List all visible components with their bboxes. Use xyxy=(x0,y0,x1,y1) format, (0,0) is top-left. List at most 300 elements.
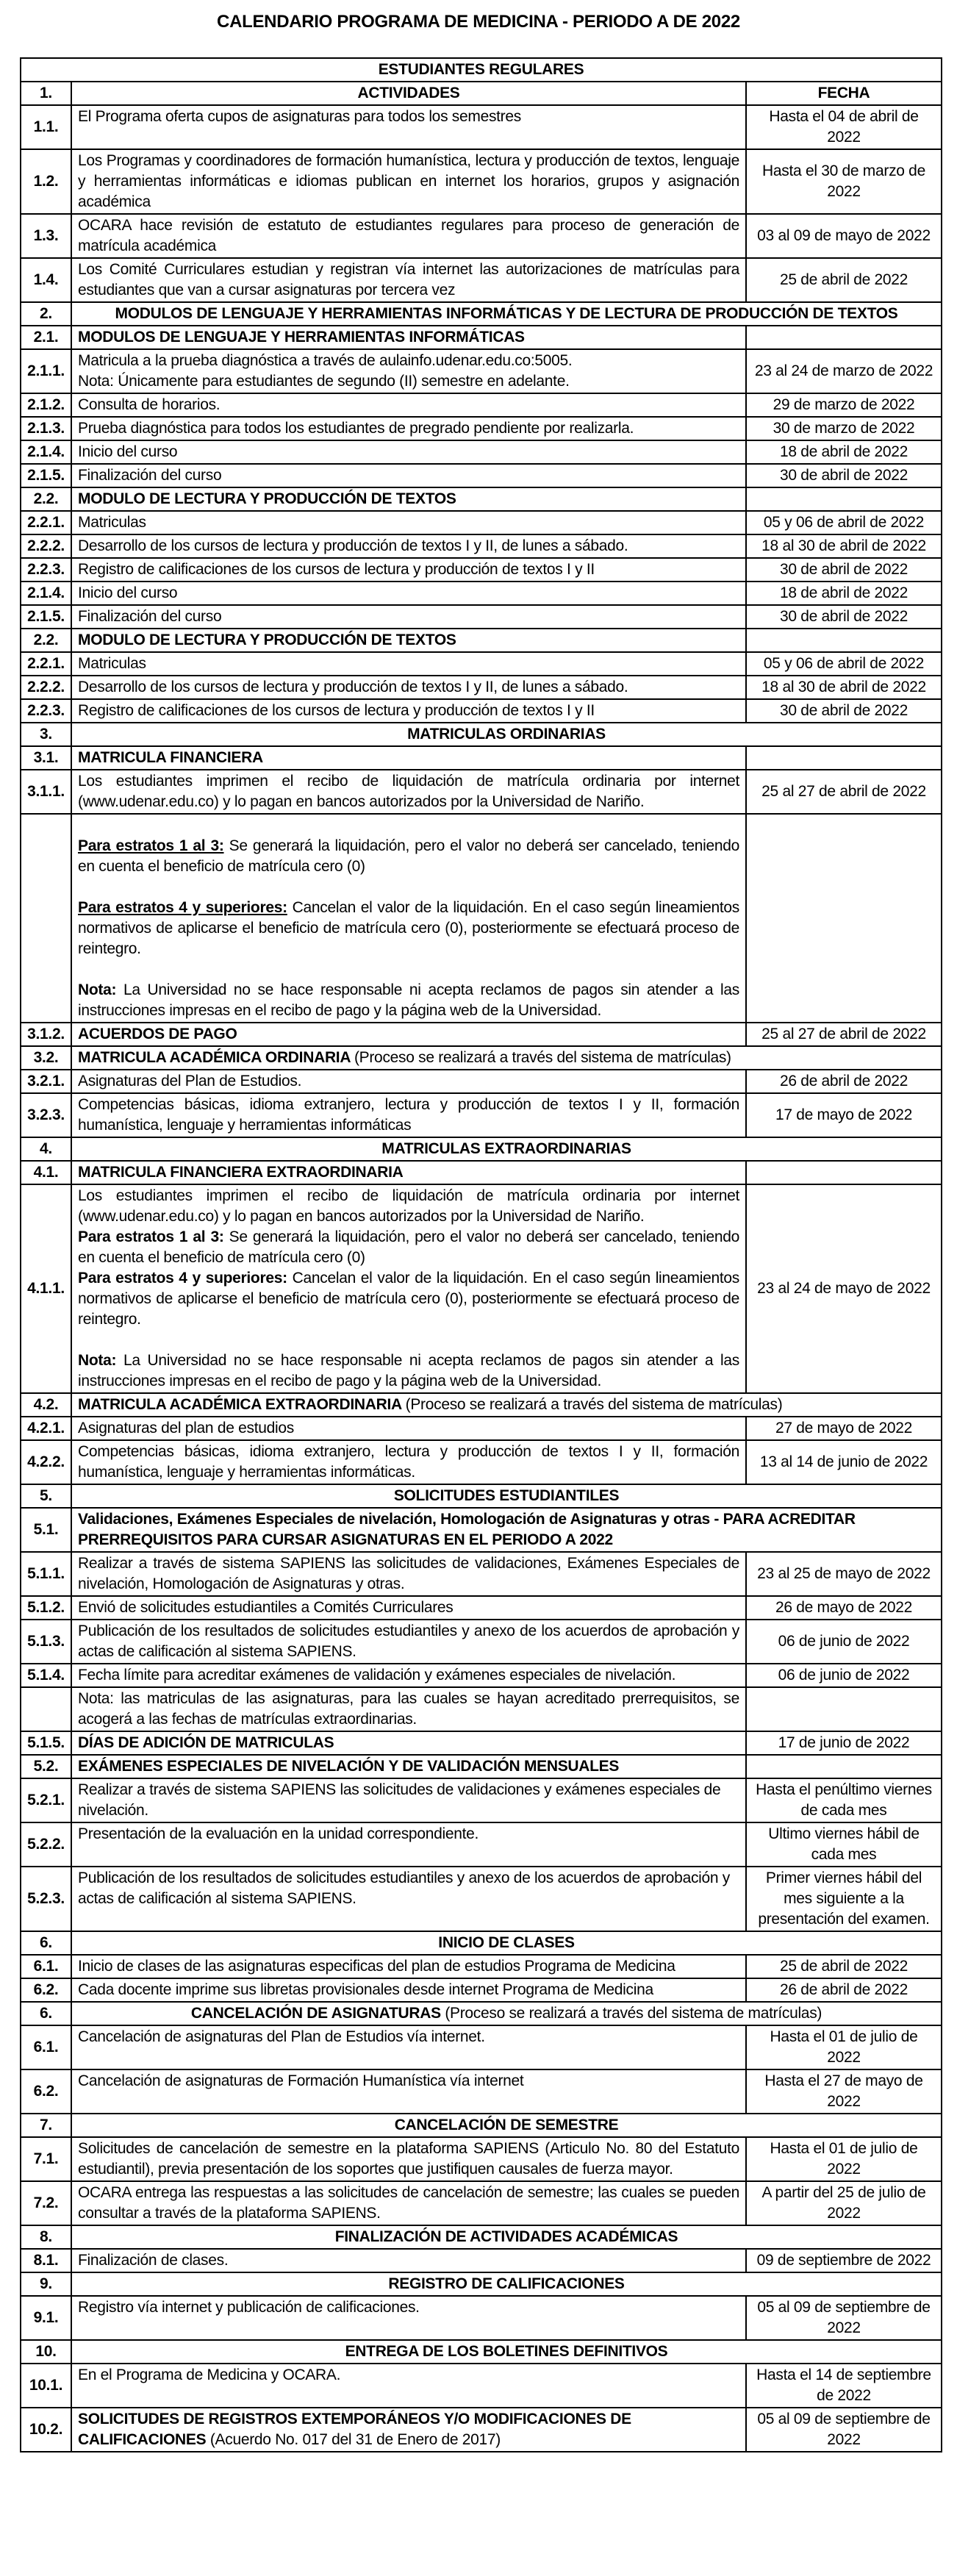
row-number-cell: 1.2. xyxy=(21,149,71,214)
date-cell: 23 al 24 de marzo de 2022 xyxy=(746,349,942,393)
date-cell xyxy=(746,814,942,1023)
row-number-cell: 4.2.2. xyxy=(21,1440,71,1484)
text-run: INICIO DE CLASES xyxy=(438,1934,575,1951)
date-cell: 30 de marzo de 2022 xyxy=(746,417,942,440)
subsection-title-cell xyxy=(71,746,746,770)
text-run: (Proceso se realizará a través del sistema de matrículas) xyxy=(445,2005,822,2022)
date-cell: 25 de abril de 2022 xyxy=(746,1955,942,1978)
text-run: La Universidad no se hace responsable ni acepta reclamos de pagos sin atender a las instrucciones impresas en el recibo de pago y la página web de la Universidad. xyxy=(78,981,739,1019)
paragraph xyxy=(78,1395,935,1415)
row-number-cell: 6.2. xyxy=(21,2069,71,2114)
date-cell: 17 de mayo de 2022 xyxy=(746,1093,942,1137)
date-cell: Hasta el 01 de julio de 2022 xyxy=(746,2025,942,2069)
row-number-cell: 2.2. xyxy=(21,629,71,652)
text-run: Para estratos 1 al 3: xyxy=(78,1228,224,1245)
activity-cell xyxy=(71,2249,746,2272)
date-cell: Hasta el penúltimo viernes de cada mes xyxy=(746,1778,942,1822)
row-number-cell: 3.1.2. xyxy=(21,1023,71,1046)
text-run: MATRICULA FINANCIERA xyxy=(78,749,263,766)
date-cell: 18 al 30 de abril de 2022 xyxy=(746,534,942,558)
activity-cell xyxy=(71,1070,746,1093)
table-row xyxy=(21,1184,942,1393)
row-number-cell: 1.4. xyxy=(21,258,71,302)
date-cell: 18 al 30 de abril de 2022 xyxy=(746,676,942,699)
text-run: Presentación de la evaluación en la unidad correspondiente. xyxy=(78,1825,479,1842)
paragraph xyxy=(78,371,739,392)
row-number-cell: 1.1. xyxy=(21,105,71,149)
section-title-cell xyxy=(71,302,942,326)
paragraph xyxy=(78,877,739,898)
section-title-cell xyxy=(71,2272,942,2296)
text-run: Nota: xyxy=(78,981,117,998)
text-run: La Universidad no se hace responsable ni acepta reclamos de pagos sin atender a las instrucciones impresas en el recibo de pago y la página web de la Universidad. xyxy=(78,1352,739,1389)
date-cell xyxy=(746,1687,942,1731)
row-number-cell: 3.2.3. xyxy=(21,1093,71,1137)
activity-cell xyxy=(71,464,746,487)
date-cell: Hasta el 04 de abril de 2022 xyxy=(746,105,942,149)
row-number-cell: 2.1.5. xyxy=(21,464,71,487)
paragraph xyxy=(78,1268,739,1330)
table-row xyxy=(21,582,942,605)
paragraph xyxy=(78,1330,739,1350)
section-row xyxy=(21,723,942,746)
row-number-cell: 7.1. xyxy=(21,2137,71,2181)
subsection-title-cell xyxy=(71,1393,942,1417)
row-number-cell: 8. xyxy=(21,2225,71,2249)
date-cell: 18 de abril de 2022 xyxy=(746,582,942,605)
section-title-cell xyxy=(71,1931,942,1955)
date-cell: 27 de mayo de 2022 xyxy=(746,1417,942,1440)
subsection-title-cell xyxy=(71,1161,746,1184)
text-run: (Proceso se realizará a través del sistema de matrículas) xyxy=(354,1049,731,1066)
date-cell: 09 de septiembre de 2022 xyxy=(746,2249,942,2272)
text-run: Los Comité Curriculares estudian y registran vía internet las autorizaciones de matrículas para estudiantes que van a cursar asignaturas por tercera vez xyxy=(78,261,739,298)
table-row xyxy=(21,770,942,814)
row-number-cell: 6.1. xyxy=(21,2025,71,2069)
activity-cell xyxy=(71,149,746,214)
paragraph xyxy=(78,1227,739,1268)
table-row xyxy=(21,1046,942,1070)
table-row xyxy=(21,814,942,1023)
row-number-cell: 4.2.1. xyxy=(21,1417,71,1440)
table-row xyxy=(21,2069,942,2114)
activity-cell xyxy=(71,652,746,676)
activity-cell xyxy=(71,1184,746,1393)
text-run: MODULOS DE LENGUAJE Y HERRAMIENTAS INFORMÁTICAS Y DE LECTURA DE PRODUCCIÓN DE TEXTOS xyxy=(115,305,898,322)
row-number-cell: 2.2.2. xyxy=(21,534,71,558)
text-run: MATRICULAS ORDINARIAS xyxy=(407,726,606,743)
date-cell: 06 de junio de 2022 xyxy=(746,1664,942,1687)
text-run: Cancelación de asignaturas del Plan de Estudios vía internet. xyxy=(78,2028,485,2045)
activity-cell xyxy=(71,2364,746,2408)
text-run: Finalización del curso xyxy=(78,467,222,484)
activity-cell xyxy=(71,770,746,814)
text-run: Cancelan el valor de la liquidación. En el caso según lineamientos normativos de aplicarse el beneficio de matrícula cero (0), posteriormente se efectuará proceso de reintegro. xyxy=(78,1270,739,1328)
activity-cell xyxy=(71,534,746,558)
date-cell: A partir del 25 de julio de 2022 xyxy=(746,2181,942,2225)
table-row xyxy=(21,440,942,464)
text-run: MATRICULA ACADÉMICA ORDINARIA xyxy=(78,1049,354,1066)
table-row xyxy=(21,2364,942,2408)
date-cell: 05 y 06 de abril de 2022 xyxy=(746,652,942,676)
row-number-cell: 5. xyxy=(21,1484,71,1508)
column-header-number-cell: 1. xyxy=(21,82,71,105)
table-row xyxy=(21,258,942,302)
text-run: Matriculas xyxy=(78,514,146,531)
activity-cell xyxy=(71,814,746,1023)
text-run: DÍAS DE ADICIÓN DE MATRICULAS xyxy=(78,1734,334,1751)
table-row xyxy=(21,105,942,149)
activity-cell xyxy=(71,349,746,393)
section-row xyxy=(21,1484,942,1508)
text-run: ACUERDOS DE PAGO xyxy=(78,1026,237,1042)
row-number-cell: 4. xyxy=(21,1137,71,1161)
table-row xyxy=(21,464,942,487)
row-number-cell: 5.1.3. xyxy=(21,1620,71,1664)
row-number-cell: 2.1.5. xyxy=(21,605,71,629)
activity-cell xyxy=(71,2137,746,2181)
row-number-cell: 5.2.2. xyxy=(21,1822,71,1867)
subsection-title-cell xyxy=(71,1508,942,1552)
activity-cell xyxy=(71,558,746,582)
table-row xyxy=(21,1070,942,1093)
text-run: Asignaturas del Plan de Estudios. xyxy=(78,1073,302,1090)
subsection-title-cell xyxy=(71,326,746,349)
table-row xyxy=(21,1978,942,2002)
text-run: Matriculas xyxy=(78,655,146,672)
section-title-cell xyxy=(71,2340,942,2364)
row-number-cell: 6.1. xyxy=(21,1955,71,1978)
table-row xyxy=(21,629,942,652)
subsection-title-cell xyxy=(71,629,746,652)
date-cell: 05 al 09 de septiembre de 2022 xyxy=(746,2408,942,2452)
activity-cell xyxy=(71,214,746,258)
row-number-cell: 2. xyxy=(21,302,71,326)
subsection-title-cell xyxy=(71,1046,942,1070)
table-row xyxy=(21,1440,942,1484)
text-run: Envió de solicitudes estudiantiles a Comités Curriculares xyxy=(78,1599,454,1616)
date-cell: 13 al 14 de junio de 2022 xyxy=(746,1440,942,1484)
text-run: Desarrollo de los cursos de lectura y producción de textos I y II, de lunes a sábado. xyxy=(78,537,628,554)
text-run: Cada docente imprime sus libretas provisionales desde internet Programa de Medicina xyxy=(78,1981,653,1998)
table-row xyxy=(21,699,942,723)
table-row xyxy=(21,2181,942,2225)
row-number-cell: 2.1. xyxy=(21,326,71,349)
row-number-cell: 2.2.2. xyxy=(21,676,71,699)
row-number-cell: 4.2. xyxy=(21,1393,71,1417)
activity-cell xyxy=(71,258,746,302)
table-row xyxy=(21,82,942,105)
activity-cell xyxy=(71,511,746,534)
table-row xyxy=(21,1822,942,1867)
text-run: Solicitudes de cancelación de semestre en la plataforma SAPIENS (Articulo No. 80 del Estatuto estudiantil), previa presentación de los soportes que justifiquen causales de fuerza mayor. xyxy=(78,2140,739,2178)
text-run: MATRICULAS EXTRAORDINARIAS xyxy=(381,1140,631,1157)
text-run: OCARA entrega las respuestas a las solicitudes de cancelación de semestre; las cuales se pueden consultar a través de la plataforma SAPIENS. xyxy=(78,2184,739,2222)
activity-cell xyxy=(71,605,746,629)
activity-cell xyxy=(71,1552,746,1596)
date-cell: Hasta el 27 de mayo de 2022 xyxy=(746,2069,942,2114)
row-number-cell: 9. xyxy=(21,2272,71,2296)
table-row xyxy=(21,1778,942,1822)
table-row xyxy=(21,349,942,393)
paragraph xyxy=(78,1048,935,1068)
row-number-cell: 4.1.1. xyxy=(21,1184,71,1393)
paragraph xyxy=(78,959,739,980)
section-row xyxy=(21,2002,942,2025)
date-cell: 25 al 27 de abril de 2022 xyxy=(746,770,942,814)
text-run: Los estudiantes imprimen el recibo de liquidación de matrícula ordinaria por internet (www.udenar.edu.co) y lo pagan en bancos autorizados por la Universidad de Nariño. xyxy=(78,773,739,810)
paragraph xyxy=(78,1186,739,1227)
date-cell xyxy=(746,629,942,652)
activity-cell xyxy=(71,1664,746,1687)
date-cell: 05 y 06 de abril de 2022 xyxy=(746,511,942,534)
text-run: Registro de calificaciones de los cursos de lectura y producción de textos I y II xyxy=(78,702,595,719)
subsection-title-cell xyxy=(71,1755,746,1778)
text-run: Consulta de horarios. xyxy=(78,396,221,413)
text-run: SOLICITUDES ESTUDIANTILES xyxy=(393,1487,620,1504)
table-row xyxy=(21,2025,942,2069)
activity-cell xyxy=(71,440,746,464)
row-number-cell: 2.1.3. xyxy=(21,417,71,440)
text-run: Prueba diagnóstica para todos los estudiantes de pregrado pendiente por realizarla. xyxy=(78,420,634,437)
date-cell: Hasta el 14 de septiembre de 2022 xyxy=(746,2364,942,2408)
date-cell: 18 de abril de 2022 xyxy=(746,440,942,464)
section-row xyxy=(21,302,942,326)
date-cell: 17 de junio de 2022 xyxy=(746,1731,942,1755)
date-cell: 26 de abril de 2022 xyxy=(746,1978,942,2002)
text-run: Para estratos 4 y superiores: xyxy=(78,899,287,916)
text-run: Finalización del curso xyxy=(78,608,222,625)
table-row xyxy=(21,2249,942,2272)
date-cell: Ultimo viernes hábil de cada mes xyxy=(746,1822,942,1867)
paragraph xyxy=(78,2409,739,2450)
row-number-cell: 2.1.2. xyxy=(21,393,71,417)
row-number-cell: 10. xyxy=(21,2340,71,2364)
activity-cell xyxy=(71,393,746,417)
row-number-cell: 8.1. xyxy=(21,2249,71,2272)
date-cell: 23 al 24 de mayo de 2022 xyxy=(746,1184,942,1393)
date-cell: 03 al 09 de mayo de 2022 xyxy=(746,214,942,258)
table-row xyxy=(21,511,942,534)
row-number-cell: 6. xyxy=(21,2002,71,2025)
paragraph xyxy=(78,836,739,877)
table-row xyxy=(21,1417,942,1440)
text-run: MODULO DE LECTURA Y PRODUCCIÓN DE TEXTOS xyxy=(78,632,456,648)
row-number-cell: 6.2. xyxy=(21,1978,71,2002)
row-number-cell: 3.1. xyxy=(21,746,71,770)
row-number-cell: 7. xyxy=(21,2114,71,2137)
activity-cell xyxy=(71,105,746,149)
table-row xyxy=(21,1755,942,1778)
text-run: Inicio del curso xyxy=(78,443,178,460)
date-cell xyxy=(746,326,942,349)
text-run: Registro vía internet y publicación de calificaciones. xyxy=(78,2299,420,2316)
activity-cell xyxy=(71,1687,746,1731)
table-row xyxy=(21,2296,942,2340)
row-number-cell: 2.2.1. xyxy=(21,652,71,676)
table-row xyxy=(21,149,942,214)
section-title-cell xyxy=(71,1137,942,1161)
row-number-cell: 2.2.1. xyxy=(21,511,71,534)
text-run: Cancelan el valor de la liquidación. En el caso según lineamientos normativos de aplicarse el beneficio de matrícula cero (0), posteriormente se efectuará proceso de reintegro. xyxy=(78,899,739,957)
text-run: MATRICULA FINANCIERA EXTRAORDINARIA xyxy=(78,1164,404,1181)
table-row xyxy=(21,1687,942,1731)
table-row xyxy=(21,605,942,629)
row-number-cell: 2.1.4. xyxy=(21,440,71,464)
date-cell: 25 de abril de 2022 xyxy=(746,258,942,302)
section-row xyxy=(21,2272,942,2296)
date-cell: 29 de marzo de 2022 xyxy=(746,393,942,417)
row-number-cell: 5.2. xyxy=(21,1755,71,1778)
table-row xyxy=(21,1393,942,1417)
row-number-cell: 10.2. xyxy=(21,2408,71,2452)
text-run: Realizar a través de sistema SAPIENS las solicitudes de validaciones, Exámenes Especiales de nivelación, Homologación de Asignaturas y otras. xyxy=(78,1555,739,1592)
row-number-cell: 9.1. xyxy=(21,2296,71,2340)
date-cell: Hasta el 30 de marzo de 2022 xyxy=(746,149,942,214)
activity-cell xyxy=(71,1440,746,1484)
page-title: CALENDARIO PROGRAMA DE MEDICINA - PERIODO A DE 2022 xyxy=(217,12,740,32)
activity-cell xyxy=(71,676,746,699)
table-row xyxy=(21,2408,942,2452)
text-run: MATRICULA ACADÉMICA EXTRAORDINARIA xyxy=(78,1396,406,1413)
text-run: Publicación de los resultados de solicitudes estudiantiles y anexo de los acuerdos de aprobación y actas de calificación al sistema SAPIENS. xyxy=(78,1870,731,1907)
row-number-cell: 2.1.4. xyxy=(21,582,71,605)
activity-cell xyxy=(71,1822,746,1867)
section-title-cell xyxy=(71,2002,942,2025)
text-run: Nota: xyxy=(78,1352,117,1369)
table-row xyxy=(21,558,942,582)
row-number-cell: 2.1.1. xyxy=(21,349,71,393)
activity-cell xyxy=(71,582,746,605)
text-run: Validaciones, Exámenes Especiales de nivelación, Homologación de Asignaturas y otras - PARA ACREDITAR PRERREQUISITOS PARA CURSAR ASIGNATURAS EN EL PERIODO A 2022 xyxy=(78,1511,856,1548)
text-run: Inicio de clases de las asignaturas especificas del plan de estudios Programa de Medicina xyxy=(78,1958,675,1975)
text-run: Para estratos 1 al 3: xyxy=(78,837,224,854)
paragraph xyxy=(78,980,739,1021)
section-row xyxy=(21,1931,942,1955)
paragraph xyxy=(78,2003,935,2024)
text-run: Para estratos 4 y superiores: xyxy=(78,1270,287,1287)
activity-cell xyxy=(71,2181,746,2225)
row-number-cell: 7.2. xyxy=(21,2181,71,2225)
table-row xyxy=(21,1508,942,1552)
date-cell: Primer viernes hábil del mes siguiente a la presentación del examen. xyxy=(746,1867,942,1931)
table-row xyxy=(21,1867,942,1931)
section-title-cell xyxy=(71,2114,942,2137)
text-run: REGISTRO DE CALIFICACIONES xyxy=(388,2275,625,2292)
row-number-cell xyxy=(21,814,71,1023)
activity-cell xyxy=(71,2296,746,2340)
row-number-cell: 5.1. xyxy=(21,1508,71,1552)
table-row xyxy=(21,1664,942,1687)
section-title-cell xyxy=(71,1484,942,1508)
date-cell: 30 de abril de 2022 xyxy=(746,699,942,723)
table-row xyxy=(21,417,942,440)
activity-cell xyxy=(71,699,746,723)
text-run: Cancelación de asignaturas de Formación Humanística vía internet xyxy=(78,2072,524,2089)
row-number-cell: 5.2.3. xyxy=(21,1867,71,1931)
row-number-cell: 5.2.1. xyxy=(21,1778,71,1822)
row-number-cell: 5.1.2. xyxy=(21,1596,71,1620)
activity-cell xyxy=(71,2408,746,2452)
text-run: Fecha límite para acreditar exámenes de validación y exámenes especiales de nivelación. xyxy=(78,1667,676,1684)
activity-cell xyxy=(71,1955,746,1978)
table-row xyxy=(21,1596,942,1620)
date-cell xyxy=(746,1755,942,1778)
table-row xyxy=(21,214,942,258)
table-row xyxy=(21,1023,942,1046)
paragraph xyxy=(78,898,739,959)
text-run: ACTIVIDADES xyxy=(357,85,460,101)
text-run: Inicio del curso xyxy=(78,584,178,601)
text-run: Publicación de los resultados de solicitudes estudiantiles y anexo de los acuerdos de aprobación y actas de calificación al sistema SAPIENS. xyxy=(78,1622,739,1660)
paragraph xyxy=(78,815,739,836)
text-run: En el Programa de Medicina y OCARA. xyxy=(78,2366,341,2383)
subsection-title-cell xyxy=(71,1731,746,1755)
text-run: Competencias básicas, idioma extranjero, lectura y producción de textos I y II, formación humanística, lenguaje y herramientas informáticas xyxy=(78,1096,739,1134)
row-number-cell: 2.2.3. xyxy=(21,558,71,582)
date-cell: 26 de abril de 2022 xyxy=(746,1070,942,1093)
date-cell xyxy=(746,487,942,511)
text-run: SOLICITUDES DE REGISTROS EXTEMPORÁNEOS Y/O MODIFICACIONES DE CALIFICACIONES xyxy=(78,2411,631,2448)
table-row xyxy=(21,746,942,770)
text-run: Matricula a la prueba diagnóstica a través de aulainfo.udenar.edu.co:5005. xyxy=(78,352,573,369)
text-run: CANCELACIÓN DE ASIGNATURAS xyxy=(190,2005,445,2022)
text-run: Los estudiantes imprimen el recibo de liquidación de matrícula ordinaria por internet (www.udenar.edu.co) y lo pagan en bancos autorizados por la Universidad de Nariño. xyxy=(78,1187,739,1225)
section-row xyxy=(21,2114,942,2137)
row-number-cell: 3. xyxy=(21,723,71,746)
text-run: (Proceso se realizará a través del sistema de matrículas) xyxy=(405,1396,783,1413)
activity-cell xyxy=(71,1778,746,1822)
date-cell xyxy=(746,746,942,770)
section-title-cell xyxy=(71,723,942,746)
table-row xyxy=(21,326,942,349)
table-row xyxy=(21,1620,942,1664)
date-cell xyxy=(746,1161,942,1184)
table-row xyxy=(21,1955,942,1978)
activity-cell xyxy=(71,1620,746,1664)
text-run: Desarrollo de los cursos de lectura y producción de textos I y II, de lunes a sábado. xyxy=(78,679,628,695)
text-run: El Programa oferta cupos de asignaturas para todos los semestres xyxy=(78,108,521,125)
section-row xyxy=(21,1137,942,1161)
text-run: EXÁMENES ESPECIALES DE NIVELACIÓN Y DE VALIDACIÓN MENSUALES xyxy=(78,1758,620,1775)
table-row xyxy=(21,393,942,417)
table-row xyxy=(21,1093,942,1137)
column-header-date-cell: FECHA xyxy=(746,82,942,105)
row-number-cell: 5.1.4. xyxy=(21,1664,71,1687)
text-run: Asignaturas del plan de estudios xyxy=(78,1420,294,1437)
row-number-cell: 6. xyxy=(21,1931,71,1955)
paragraph xyxy=(78,351,739,371)
section-row xyxy=(21,2340,942,2364)
row-number-cell: 3.2. xyxy=(21,1046,71,1070)
text-run: Nota: las matriculas de las asignaturas, para las cuales se hayan acreditado prerrequisitos, se acogerá a las fechas de matrículas extraordinarias. xyxy=(78,1690,739,1728)
row-number-cell: 4.1. xyxy=(21,1161,71,1184)
activity-cell xyxy=(71,1978,746,2002)
text-run: MODULO DE LECTURA Y PRODUCCIÓN DE TEXTOS xyxy=(78,490,456,507)
table-row xyxy=(21,652,942,676)
text-run: Finalización de clases. xyxy=(78,2252,229,2269)
text-run: MODULOS DE LENGUAJE Y HERRAMIENTAS INFORMÁTICAS xyxy=(78,329,525,346)
text-run: (Acuerdo No. 017 del 31 de Enero de 2017) xyxy=(209,2431,501,2448)
date-cell: 25 al 27 de abril de 2022 xyxy=(746,1023,942,1046)
section-row xyxy=(21,58,942,82)
table-row xyxy=(21,487,942,511)
text-run: CANCELACIÓN DE SEMESTRE xyxy=(394,2117,619,2133)
date-cell: 06 de junio de 2022 xyxy=(746,1620,942,1664)
paragraph xyxy=(78,1509,935,1550)
activity-cell xyxy=(71,417,746,440)
subsection-title-cell xyxy=(71,487,746,511)
